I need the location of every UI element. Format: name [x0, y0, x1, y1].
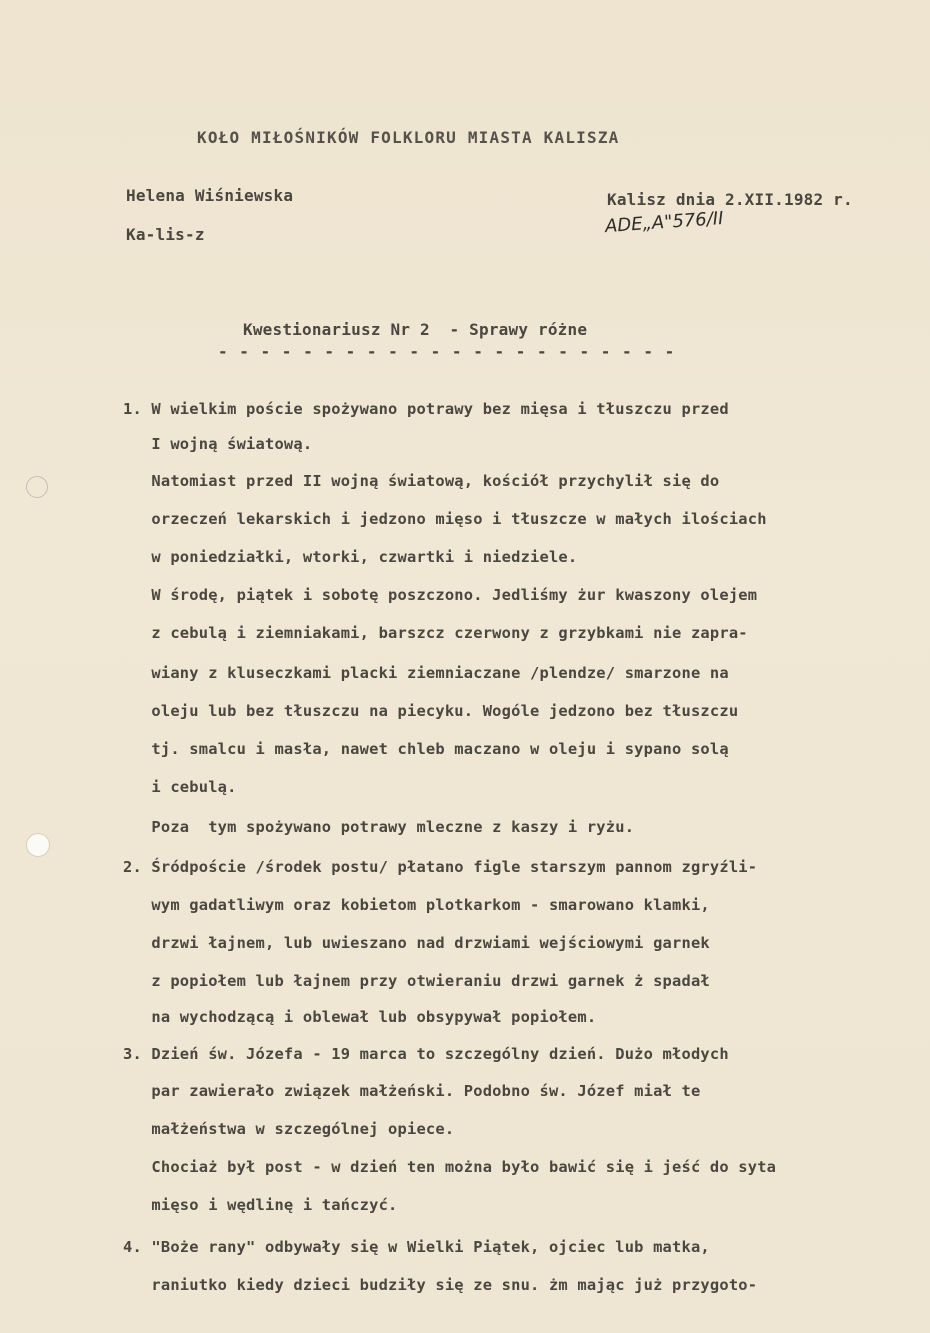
body-line: z popiołem lub łajnem przy otwieraniu drzwi garnek ż spadał [123, 972, 710, 990]
document-title: Kwestionariusz Nr 2 - Sprawy różne [243, 320, 588, 339]
body-line: orzeczeń lekarskich i jedzono mięso i tłuszcze w małych ilościach [123, 510, 767, 528]
punch-hole [26, 833, 50, 857]
body-line: 4. "Boże rany" odbywały się w Wielki Piątek, ojciec lub matka, [123, 1238, 710, 1256]
body-line: i cebulą. [123, 778, 237, 796]
body-line: mięso i wędlinę i tańczyć. [123, 1196, 398, 1214]
body-line: 2. Śródpoście /środek postu/ płatano figle starszym pannom zgryźli- [123, 858, 758, 876]
author-name: Helena Wiśniewska [126, 186, 294, 205]
body-line: z cebulą i ziemniakami, barszcz czerwony z grzybkami nie zapra- [123, 624, 748, 642]
handwritten-archive-signature: ADE„A"576/II [604, 207, 725, 238]
body-line: 1. W wielkim poście spożywano potrawy bez mięsa i tłuszczu przed [123, 400, 729, 418]
body-line: W środę, piątek i sobotę poszczono. Jedliśmy żur kwaszony olejem [123, 586, 758, 604]
punch-hole [26, 476, 48, 498]
body-line: Natomiast przed II wojną światową, kościół przychylił się do [123, 472, 720, 490]
body-line: małżeństwa w szczególnej opiece. [123, 1120, 455, 1138]
body-line: I wojną światową. [123, 435, 313, 453]
body-line: wym gadatliwym oraz kobietom plotkarkom - smarowano klamki, [123, 896, 710, 914]
body-line: Poza tym spożywano potrawy mleczne z kaszy i ryżu. [123, 818, 635, 836]
body-line: oleju lub bez tłuszczu na piecyku. Wogóle jedzono bez tłuszczu [123, 702, 739, 720]
author-city: Ka-lis-z [126, 225, 205, 244]
body-line: 3. Dzień św. Józefa - 19 marca to szczególny dzień. Dużo młodych [123, 1045, 729, 1063]
body-line: wiany z kluseczkami placki ziemniaczane /plendze/ smarzone na [123, 664, 729, 682]
body-line: Chociaż był post - w dzień ten można było bawić się i jeść do syta [123, 1158, 777, 1176]
body-line: par zawierało związek małżeński. Podobno św. Józef miał te [123, 1082, 701, 1100]
body-line: w poniedziałki, wtorki, czwartki i niedziele. [123, 548, 578, 566]
document-date: Kalisz dnia 2.XII.1982 r. [607, 190, 853, 209]
title-underline: - - - - - - - - - - - - - - - - - - - - - - [218, 342, 676, 361]
body-line: na wychodzącą i oblewał lub obsypywał popiołem. [123, 1008, 597, 1026]
organization-header: KOŁO MIŁOŚNIKÓW FOLKLORU MIASTA KALISZA [197, 128, 620, 147]
body-line: tj. smalcu i masła, nawet chleb maczano w oleju i sypano solą [123, 740, 729, 758]
body-line: drzwi łajnem, lub uwieszano nad drzwiami wejściowymi garnek [123, 934, 710, 952]
body-line: raniutko kiedy dzieci budziły się ze snu. żm mając już przygoto- [123, 1276, 758, 1294]
